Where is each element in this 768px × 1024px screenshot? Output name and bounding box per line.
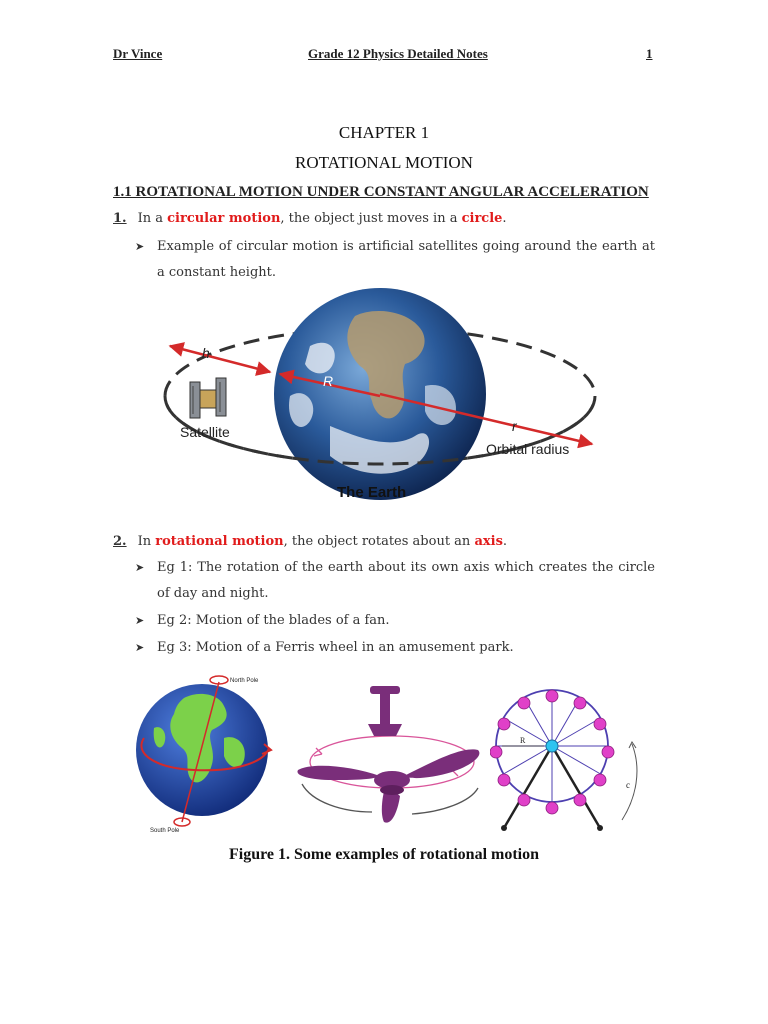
section-heading: 1.1 ROTATIONAL MOTION UNDER CONSTANT ANGULAR ACCELERATION (113, 184, 649, 200)
bullet-item: ➤ Eg 2: Motion of the blades of a fan. (135, 608, 655, 634)
satellite-label: Satellite (180, 424, 230, 440)
orbital-radius-label: Orbital radius (486, 441, 570, 457)
term-axis: axis (474, 534, 503, 549)
item-number: 2. (113, 534, 127, 549)
figure-caption: Figure 1. Some examples of rotational motion (228, 846, 540, 863)
arrow-bullet-icon: ➤ (135, 614, 145, 627)
ferris-hub (546, 740, 558, 752)
ferris-radius-label: R (520, 736, 526, 745)
ferris-arc-label: c (626, 780, 630, 790)
R-label: R (323, 373, 334, 389)
bullet-item: ➤ Eg 3: Motion of a Ferris wheel in an amusement park. (135, 635, 655, 661)
arrow-bullet-icon: ➤ (135, 240, 145, 253)
item-2: 2. In rotational motion, the object rotates about an axis. (113, 534, 508, 549)
arrow-bullet-icon: ➤ (135, 641, 145, 654)
r-label: r (512, 418, 517, 434)
satellite-icon (190, 378, 226, 418)
term-circle: circle (461, 211, 503, 226)
south-pole-label: South Pole (150, 828, 180, 834)
header-author: Dr Vince (113, 46, 163, 61)
north-pole-label: North Pole (230, 678, 259, 684)
term-circular-motion: circular motion (167, 211, 281, 226)
ferris-wheel-figure (490, 680, 644, 838)
h-label: h (202, 345, 210, 361)
header-title: Grade 12 Physics Detailed Notes (308, 46, 488, 61)
bullet-item: ➤ Example of circular motion is artificial satellites going around the earth at a constant height. (135, 234, 655, 286)
term-rotational-motion: rotational motion (155, 534, 284, 549)
chapter-heading: CHAPTER 1 (338, 123, 430, 142)
page-number: 1 (646, 46, 653, 61)
rotating-earth-figure (124, 668, 274, 838)
earth-label: The Earth (337, 484, 407, 501)
satellite-orbit-figure (160, 286, 610, 516)
bullet-item: ➤ Eg 1: The rotation of the earth about its own axis which creates the circle of day and night. (135, 555, 655, 607)
topic-heading: ROTATIONAL MOTION (295, 153, 473, 172)
ceiling-fan-figure (292, 684, 486, 828)
item-number: 1. (113, 211, 127, 226)
arrow-bullet-icon: ➤ (135, 561, 145, 574)
item-1: 1. In a circular motion, the object just moves in a circle. (113, 211, 507, 226)
